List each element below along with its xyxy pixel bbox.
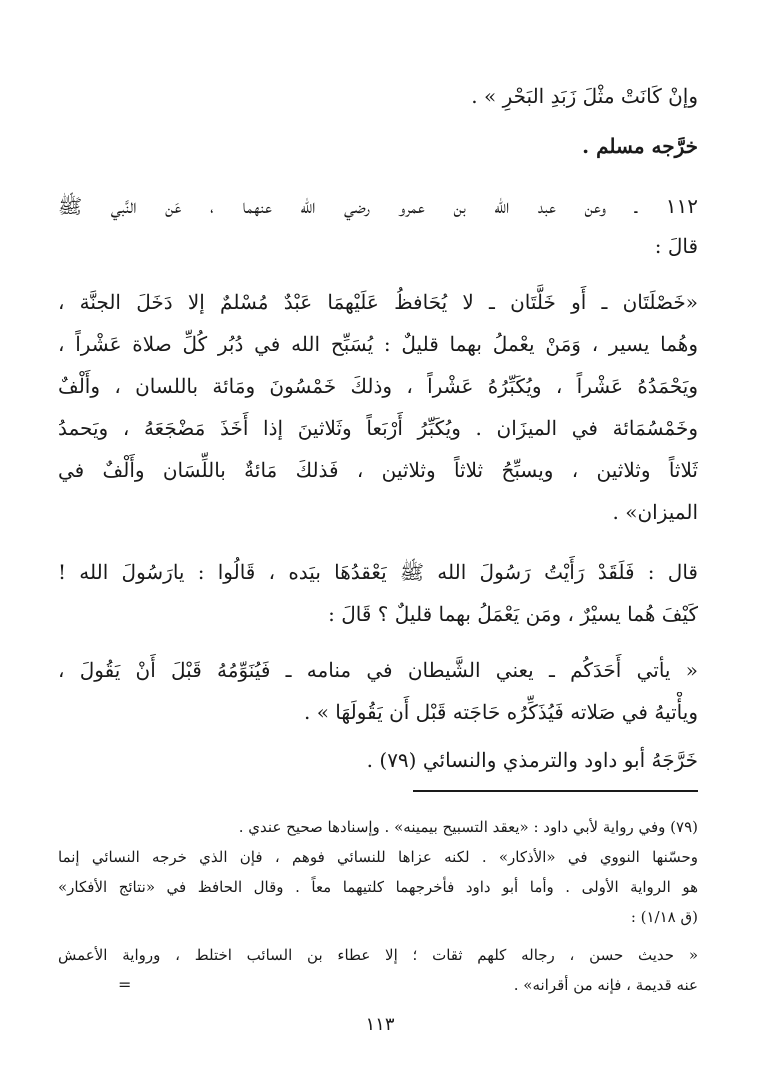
prophet-answer-line-1: « يأتي أَحَدَكُم ـ يعني الشَّيطان في منامه ـ فَيُنَوِّمُهُ قَبْلَ أَنْ يَقُولَ ، [58, 658, 698, 682]
hadith-112-source: خَرَّجَهُ أبو داود والترمذي والنسائي (٧٩) . [366, 748, 698, 772]
hadith-111-source: خرَّجه مسلم . [582, 134, 698, 158]
hadith-112-text-line-3: ويَحْمَدُهُ عَشْراً ، ويُكَبِّرُهُ عَشْراً ، وذلكَ خَمْسُونَ ومَائة باللسان ، وأَلْفٌ [58, 374, 698, 398]
footnote-line-3: هو الرواية الأولى . وأما أبو داود فأخرجهما كلتيهما معاً . وقال الحافظ في «نتائج الأفكار» [58, 878, 698, 896]
hadith-112-text-line-1: «خَصْلَتَان ـ أَو خَلَّتَان ـ لا يُحَافظُ عَلَيْهمَا عَبْدٌ مُسْلمٌ إلا دَخَلَ الجنَّة ، [58, 290, 698, 314]
narration-line-1: قال : فَلَقَدْ رَأَيْتُ رَسُولَ الله ﷺ يَعْقدُهَا بيَده ، قَالُوا : يارَسُولَ الله ! [58, 560, 698, 584]
hadith-112-text-line-4: وخَمْسُمَائة في الميزَان . ويُكَبِّرُ أَرْبَعاً وثَلاثينَ إذا أَخَذَ مَضْجَعَهُ ، ويَحمدُ [58, 416, 698, 440]
narration-line-2: كَيْفَ هُما يسيْرٌ ، ومَن يَعْمَلُ بهما قليلٌ ؟ قَالَ : [328, 602, 698, 626]
hadith-112-text-line-2: وهُما يسير ، وَمَنْ يعْملُ بهما قليلٌ : يُسَبِّح الله في دُبُر كُلِّ صلاة عَشْراً ، [58, 332, 698, 356]
footnote-line-2: وحسّنها النووي في «الأذكار» . لكنه عزاها للنسائي فوهم ، فإن الذي خرجه النسائي إنما [58, 848, 698, 866]
footnote-line-5: « حديث حسن ، رجاله كلهم ثقات ؛ إلا عطاء بن السائب اختلط ، ورواية الأعمش [58, 946, 698, 964]
hadith-112-intro-line-1: ١١٢ ـ وعن عبد الله بن عمرو رضي الله عنهما ، عَن النَّبي ﷺ [58, 194, 698, 218]
hadith-112-text-line-5: ثَلاثاً وثلاثين ، ويسبِّحُ ثلاثاً وثلاثين ، فَذلكَ مَائةٌ باللِّسَان وأَلْفٌ في [58, 458, 698, 482]
footnote-line-1: (٧٩) وفي رواية لأبي داود : «يعقد التسبيح بيمينه» . وإسنادها صحيح عندي . [238, 818, 698, 836]
footnote-line-4: (ق ١/١٨) : [630, 908, 698, 926]
hadith-112-text-line-6: الميزان» . [612, 500, 698, 524]
footnote-continuation-mark: = [118, 975, 132, 994]
footnote-separator [413, 790, 698, 792]
page-number: ١١٣ [365, 1014, 395, 1035]
footnote-line-6: عنه قديمة ، فإنه من أقرانه» . [513, 976, 698, 994]
hadith-111-ending: وإنْ كَانَتْ مثْلَ زَبَدِ البَحْرِ » . [471, 84, 698, 108]
prophet-answer-line-2: ويأْتيهُ في صَلاته فَيُذَكِّرُه حَاجَته قَبْل أَن يَقُولَهَا » . [303, 700, 698, 724]
hadith-112-intro-line-2: قالَ : [654, 234, 698, 258]
